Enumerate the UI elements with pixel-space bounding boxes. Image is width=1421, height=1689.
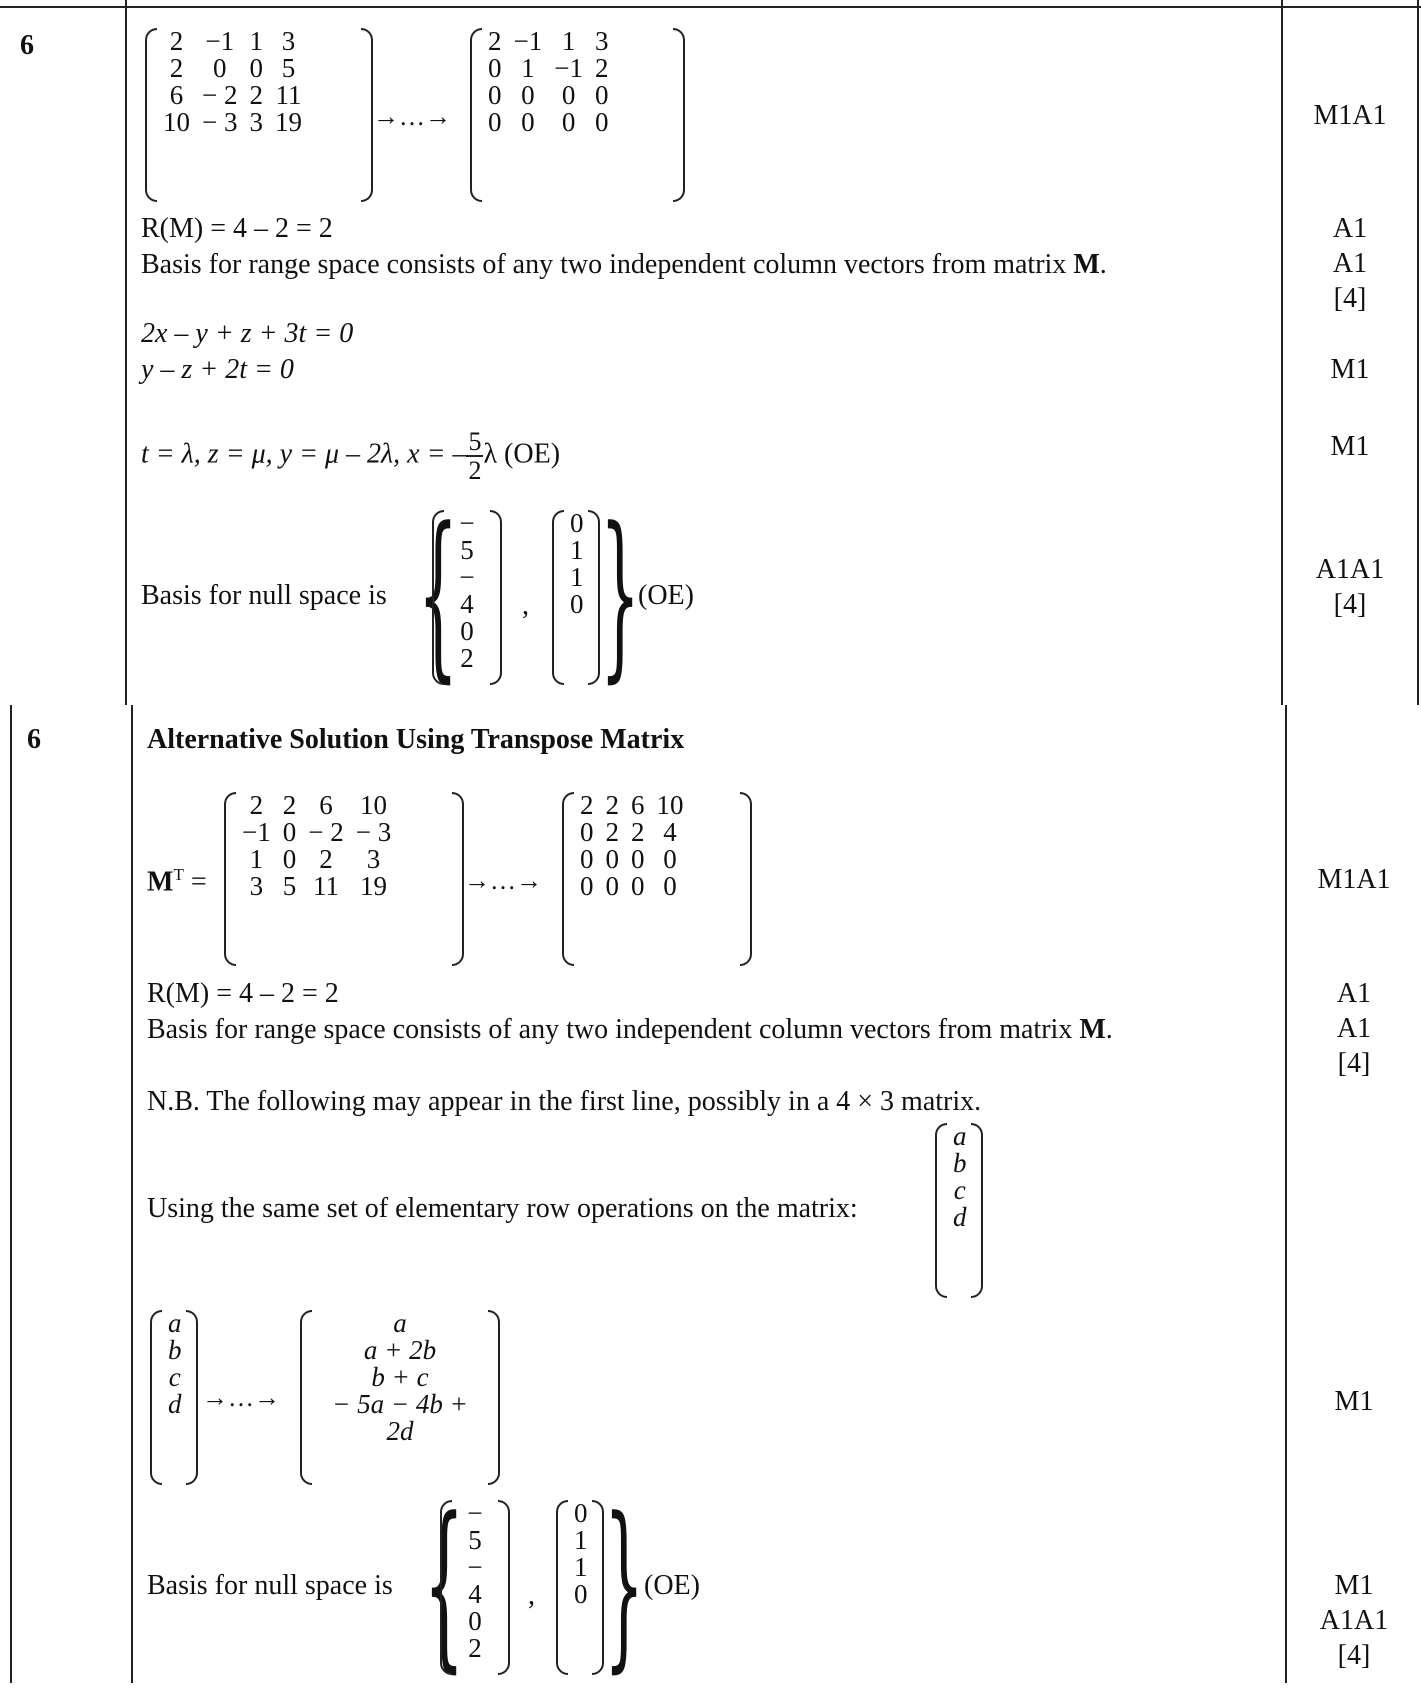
abcd-vector-2: a b c d	[150, 1310, 198, 1485]
mark-total: [4]	[1337, 1640, 1371, 1671]
section-heading: Alternative Solution Using Transpose Matrix	[147, 724, 685, 755]
null-vector-1: − 5 − 4 0 2	[432, 510, 502, 685]
mark-m1: M1	[1334, 1570, 1374, 1601]
mark-a1a1: A1A1	[1319, 1605, 1389, 1636]
null-space-label: Basis for null space is	[147, 1570, 393, 1601]
reduction-arrow: →…→	[202, 1383, 280, 1412]
matrix-mt-cells: 2 2 6 10 −1 0 − 2 − 3 1 0 2 3 3 5 11 19	[242, 790, 392, 901]
range-basis-line: Basis for range space consists of any two independent column vectors from matrix M.	[147, 1014, 1113, 1045]
vector-comma: ,	[522, 590, 529, 621]
row-ops-line: Using the same set of elementary row operations on the matrix:	[147, 1193, 858, 1224]
mark-total: [4]	[1333, 283, 1367, 314]
equation-1: 2x – y + z + 3t = 0	[141, 318, 354, 349]
null-vector-2: 0 1 1 0	[556, 1500, 604, 1675]
abcd-vector: a b c d	[935, 1123, 983, 1298]
col-divider-left-2	[131, 705, 133, 1683]
col-divider-left-1	[125, 0, 127, 705]
result-vector: a a + 2b b + c − 5a − 4b + 2d	[300, 1310, 500, 1485]
matrix-m-cells: 2 −1 1 3 2 0 0 5 6 − 2 2 11 10 − 3 3 19	[163, 26, 302, 137]
outer-left-2	[10, 705, 12, 1683]
reduction-arrow: →…→	[464, 866, 542, 895]
top-border	[0, 6, 1421, 8]
left-brace: {	[418, 490, 459, 699]
rank-line: R(M) = 4 – 2 = 2	[147, 978, 339, 1009]
nb-note: N.B. The following may appear in the first line, possibly in a 4 × 3 matrix.	[147, 1086, 982, 1117]
matrix-m-transpose	[224, 792, 464, 966]
outer-right-1	[1417, 0, 1419, 705]
null-vector-2: 0 1 1 0	[552, 510, 600, 685]
mark-m1a1: M1A1	[1313, 100, 1387, 131]
null-vector-1: − 5 − 4 0 2	[440, 1500, 510, 1675]
col-divider-right-2	[1285, 705, 1287, 1683]
null-oe: (OE)	[638, 580, 694, 611]
mark-total: [4]	[1333, 589, 1367, 620]
fraction-five-halves: $\frac{5}{2}$	[468, 427, 482, 486]
mark-a1a1: A1A1	[1315, 554, 1385, 585]
mark-m1: M1	[1330, 354, 1370, 385]
matrix-m	[145, 28, 373, 202]
mark-total: [4]	[1337, 1048, 1371, 1079]
matrix-mt-reduced-cells: 2 2 6 10 0 2 2 4 0 0 0 0 0 0 0 0	[580, 790, 684, 901]
mark-m1: M1	[1334, 1386, 1374, 1417]
matrix-mt-reduced	[562, 792, 752, 966]
right-brace: }	[604, 1480, 645, 1689]
matrix-reduced-cells: 2 −1 1 3 0 1 −1 2 0 0 0 0 0 0 0 0	[488, 26, 609, 137]
mark-a1: A1	[1332, 248, 1368, 279]
mark-m1: M1	[1330, 431, 1370, 462]
question-number: 6	[27, 724, 41, 755]
question-number: 6	[20, 30, 34, 61]
mark-a1: A1	[1336, 978, 1372, 1009]
range-basis-line: Basis for range space consists of any two independent column vectors from matrix M.	[141, 249, 1107, 280]
rank-line: R(M) = 4 – 2 = 2	[141, 213, 333, 244]
null-oe: (OE)	[644, 1570, 700, 1601]
transpose-label: $M^T$ =	[147, 865, 207, 898]
reduction-arrow: →…→	[373, 102, 451, 131]
mark-a1: A1	[1336, 1013, 1372, 1044]
left-brace: {	[424, 1480, 465, 1689]
null-space-label: Basis for null space is	[141, 580, 387, 611]
mark-a1: A1	[1332, 213, 1368, 244]
vector-comma: ,	[528, 1580, 535, 1611]
col-divider-right-1	[1281, 0, 1283, 705]
matrix-reduced	[470, 28, 685, 202]
parametric-solution: t = λ, z = μ, y = μ – 2λ, x = – $\frac{5}{2}$ λ (OE)	[141, 427, 561, 486]
mark-m1a1: M1A1	[1317, 864, 1391, 895]
right-brace: }	[600, 490, 641, 699]
equation-2: y – z + 2t = 0	[141, 354, 294, 385]
